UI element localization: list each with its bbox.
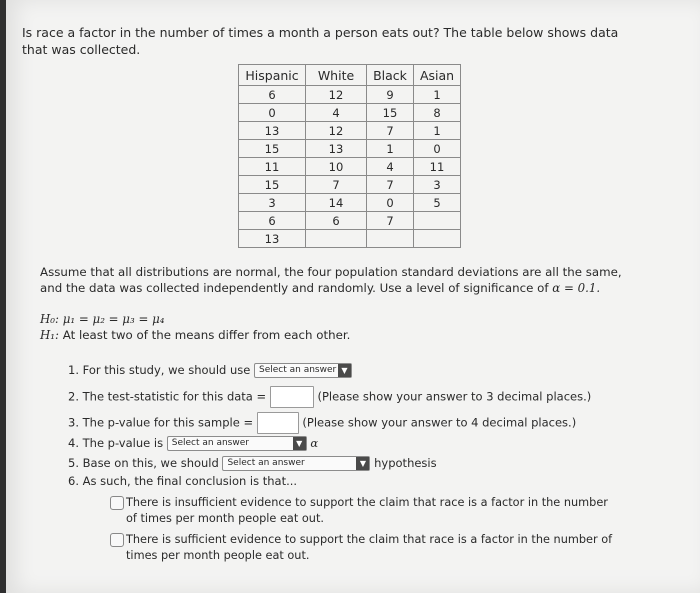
option-label: There is insufficient evidence to support the claim that race is a factor in the number of times per month people eat out.: [126, 496, 608, 525]
item-5-suffix: hypothesis: [374, 456, 437, 470]
radio-button[interactable]: [110, 496, 124, 510]
item-4: [68, 435, 318, 451]
table-cell: 12: [306, 122, 367, 140]
h0-label: H₀:: [40, 312, 59, 326]
table-cell: 7: [306, 176, 367, 194]
null-hypothesis: [40, 311, 165, 327]
column-header-black: Black: [367, 65, 414, 86]
conclusion-option-sufficient[interactable]: [110, 532, 615, 564]
table-cell: 7: [367, 212, 414, 230]
p-value-input[interactable]: [257, 412, 299, 434]
table-cell: 5: [414, 194, 461, 212]
item-5-text: 5. Base on this, we should: [68, 456, 219, 470]
table-cell: 12: [306, 86, 367, 104]
select-placeholder: Select an answer: [227, 458, 305, 468]
table-row: [239, 104, 461, 122]
page: [6, 0, 700, 593]
table-cell: 11: [239, 158, 306, 176]
select-placeholder: Select an answer: [259, 365, 337, 375]
item-3-hint: (Please show your answer to 4 decimal places.): [302, 415, 577, 430]
test-statistic-input[interactable]: [270, 386, 314, 408]
column-header-hispanic: Hispanic: [239, 65, 306, 86]
column-header-white: White: [306, 65, 367, 86]
table-cell: 1: [414, 122, 461, 140]
item-6: [68, 473, 297, 489]
h0-statement: μ₁ = μ₂ = μ₃ = μ₄: [62, 312, 165, 326]
table-cell: 15: [367, 104, 414, 122]
item-3-text: 3. The p-value for this sample =: [68, 415, 254, 430]
item-2-text: 2. The test-statistic for this data =: [68, 389, 267, 404]
table-cell: [414, 212, 461, 230]
table-cell: [306, 230, 367, 248]
chevron-down-icon: ▼: [338, 364, 351, 377]
table-cell: 0: [414, 140, 461, 158]
assumptions-body: Assume that all distributions are normal, the four population standard deviations are all the same, and the data was collected independently and randomly. Use a level of significance of: [40, 265, 622, 295]
table-cell: 6: [239, 86, 306, 104]
alpha-symbol: α: [310, 436, 319, 450]
table-cell: 4: [367, 158, 414, 176]
table-cell: 6: [306, 212, 367, 230]
table-cell: 13: [306, 140, 367, 158]
table-cell: 3: [414, 176, 461, 194]
table-row: [239, 122, 461, 140]
option-label: There is sufficient evidence to support the claim that race is a factor in the number of times per month people eat out.: [126, 533, 613, 562]
table-row: [239, 212, 461, 230]
table-row: [239, 158, 461, 176]
table-row: [239, 230, 461, 248]
conclusion-option-insufficient[interactable]: [110, 495, 615, 527]
table-cell: 13: [239, 122, 306, 140]
table-cell: 14: [306, 194, 367, 212]
item-3: [68, 412, 576, 434]
data-table: [238, 64, 461, 248]
decision-select[interactable]: [222, 456, 370, 471]
chevron-down-icon: ▼: [293, 437, 306, 450]
table-cell: 8: [414, 104, 461, 122]
table-row: [239, 176, 461, 194]
table-row: [239, 86, 461, 104]
table-row: [239, 140, 461, 158]
select-placeholder: Select an answer: [171, 438, 249, 448]
item-5: [68, 455, 437, 471]
item-6-text: 6. As such, the final conclusion is that...: [68, 474, 298, 488]
chevron-down-icon: ▼: [356, 457, 369, 470]
table-cell: 10: [306, 158, 367, 176]
item-2-hint: (Please show your answer to 3 decimal places.): [317, 389, 592, 404]
radio-button[interactable]: [110, 533, 124, 547]
table-cell: 11: [414, 158, 461, 176]
table-cell: 0: [367, 194, 414, 212]
item-1-text: 1. For this study, we should use: [68, 363, 251, 377]
assumptions-text: [40, 264, 630, 296]
table-header-row: [239, 65, 461, 86]
item-2: [68, 386, 591, 408]
table-cell: [414, 230, 461, 248]
test-type-select[interactable]: [254, 363, 352, 378]
alpha-value: α = 0.1.: [552, 281, 601, 295]
table-cell: 4: [306, 104, 367, 122]
item-1: [68, 362, 352, 378]
question-text: Is race a factor in the number of times a month a person eats out? The table below shows data that was collected.: [22, 25, 619, 57]
table-cell: [367, 230, 414, 248]
table-cell: 13: [239, 230, 306, 248]
column-header-asian: Asian: [414, 65, 461, 86]
table-row: [239, 194, 461, 212]
table-cell: 15: [239, 140, 306, 158]
h1-label: H₁:: [40, 328, 59, 342]
alternative-hypothesis: [40, 327, 350, 343]
item-4-text: 4. The p-value is: [68, 436, 164, 450]
table-cell: 1: [414, 86, 461, 104]
h1-statement: At least two of the means differ from each other.: [62, 328, 351, 342]
table-cell: 3: [239, 194, 306, 212]
table-cell: 9: [367, 86, 414, 104]
table-cell: 7: [367, 176, 414, 194]
table-cell: 0: [239, 104, 306, 122]
table-cell: 6: [239, 212, 306, 230]
p-value-comparison-select[interactable]: [167, 436, 307, 451]
table-cell: 1: [367, 140, 414, 158]
table-cell: 7: [367, 122, 414, 140]
table-cell: 15: [239, 176, 306, 194]
